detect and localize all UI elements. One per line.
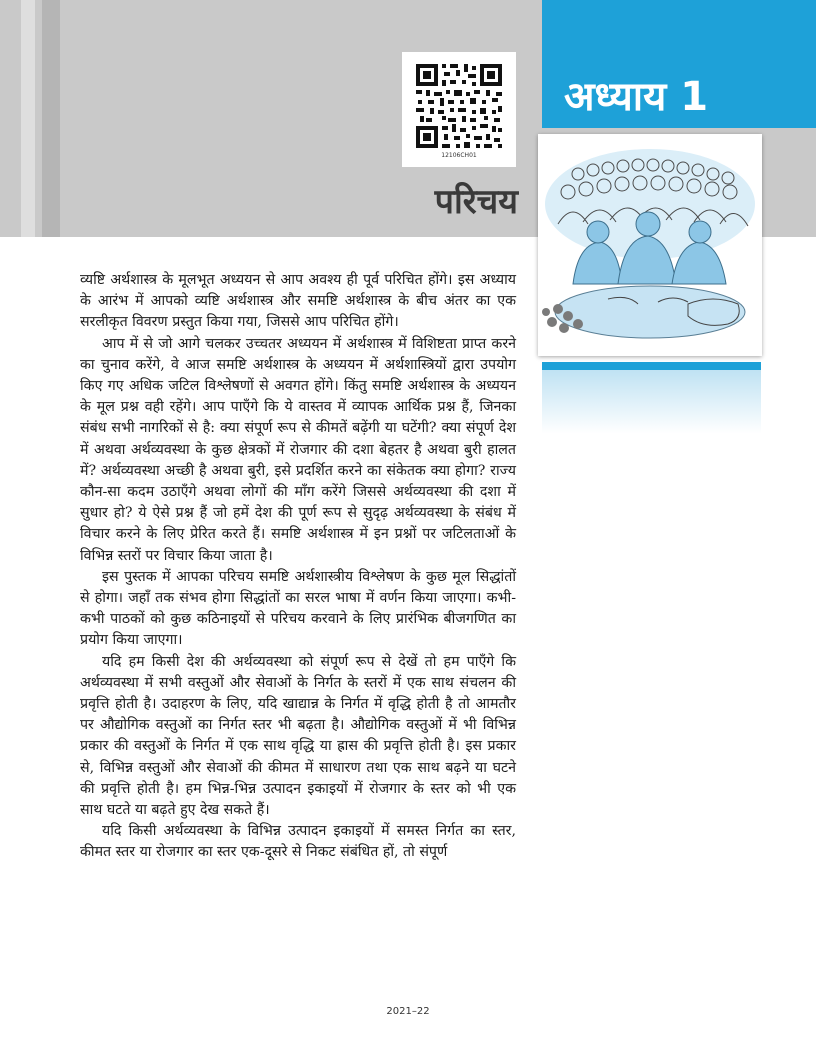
accent-strip [542,362,761,370]
paragraph: यदि किसी अर्थव्यवस्था के विभिन्न उत्पादन इकाइयों में समस्त निर्गत का स्तर, कीमत स्तर या रोजगार का स्तर एक-दूसरे से निकट संबंधित हों, तो संपूर्ण [80,823,516,861]
chapter-illustration [538,134,762,356]
qr-code-id: 12106CH01 [441,152,477,159]
header-stripe-dark [42,0,60,237]
header-stripe-light [21,0,35,237]
paragraph: व्यष्टि अर्थशास्त्र के मूलभूत अध्ययन से आप अवश्य ही पूर्व परिचित होंगे। इस अध्याय के आरंभ में आपको व्यष्टि अर्थशास्त्र और समष्टि अर्थशास्त्र के बीच अंतर का एक सरलीकृत विवरण प्रस्तुत किया गया, जिससे आप परिचित होंगे। [80,272,516,331]
qr-code[interactable] [402,52,516,167]
crowd-market-illustration-icon [538,134,762,356]
page-title: परिचय [434,182,518,222]
body-text [80,270,516,864]
paragraph: इस पुस्तक में आपका परिचय समष्टि अर्थशास्त्रीय विश्लेषण के कुछ मूल सिद्धांतों से होगा। जहाँ तक संभव होगा सिद्धांतों का सरल भाषा में वर्णन किया जाएगा। कभी-कभी पाठकों को कुछ कठिनाइयों से परिचय करवाने के लिए प्रारंभिक बीजगणित का प्रयोग किया जाएगा। [80,568,516,649]
paragraph: आप में से जो आगे चलकर उच्चतर अध्ययन में अर्थशास्त्र में विशिष्टता प्राप्त करने का चुनाव करेंगे, वे आज समष्टि अर्थशास्त्र के अध्ययन में अर्थशास्त्रियों द्वारा उपयोग किए गए अधिक जटिल विश्लेषणों से अवगत होंगे। किंतु समष्टि अर्थशास्त्र के अध्ययन के मूल प्रश्न वही रहेंगे। आप पाएँगे कि ये वास्तव में व्यापक आर्थिक प्रश्न हैं, जिनका संबंध सभी नागरिकों से है: क्या संपूर्ण रूप से कीमतें बढ़ेंगी या घटेंगी? क्या संपूर्ण देश में अथवा अर्थव्यवस्था के कुछ क्षेत्रकों में रोजगार की दशा बेहतर है अथवा बुरी हालत में? अर्थव्यवस्था अच्छी है अथवा बुरी, इसे प्रदर्शित करने का संकेतक क्या होगा? राज्य कौन-सा कदम उठाएँगे अथवा लोगों की माँग करेंगे जिससे अर्थव्यवस्था की दशा में सुधार हो? ये ऐसे प्रश्न हैं जो हमें देश की पूर्ण रूप से सुदृढ़ अर्थव्यवस्था के संबंध में विचार करने के लिए प्रेरित करते हैं। समष्टि अर्थशास्त्र में इन प्रश्नों पर जटिलताओं के विभिन्न स्तरों पर विचार किया जाता है। [80,335,516,564]
chapter-label: अध्याय 1 [564,74,709,120]
page-number: 2021–22 [386,1006,430,1017]
accent-fade [542,370,761,434]
paragraph: यदि हम किसी देश की अर्थव्यवस्था को संपूर्ण रूप से देखें तो हम पाएँगे कि अर्थव्यवस्था में सभी वस्तुओं और सेवाओं के निर्गत के स्तरों में एक साथ संचलन की प्रवृत्ति होती है। उदाहरण के लिए, यदि खाद्यान्न के निर्गत में वृद्धि होती है तो आमतौर पर औद्योगिक वस्तुओं का निर्गत स्तर भी बढ़ता है। औद्योगिक वस्तुओं में भी विभिन्न प्रकार की वस्तुओं के निर्गत में एक साथ वृद्धि या ह्रास की प्रवृत्ति होती है। इस प्रकार से, विभिन्न वस्तुओं और सेवाओं की कीमत में साधारण तथा एक साथ बढ़ने या घटने की प्रवृत्ति होती है। हम भिन्न-भिन्न उत्पादन इकाइयों में रोजगार के स्तर को भी एक साथ घटते या बढ़ते हुए देख सकते हैं। [80,653,516,819]
qr-code-icon [414,62,504,150]
chapter-tab [542,0,816,128]
